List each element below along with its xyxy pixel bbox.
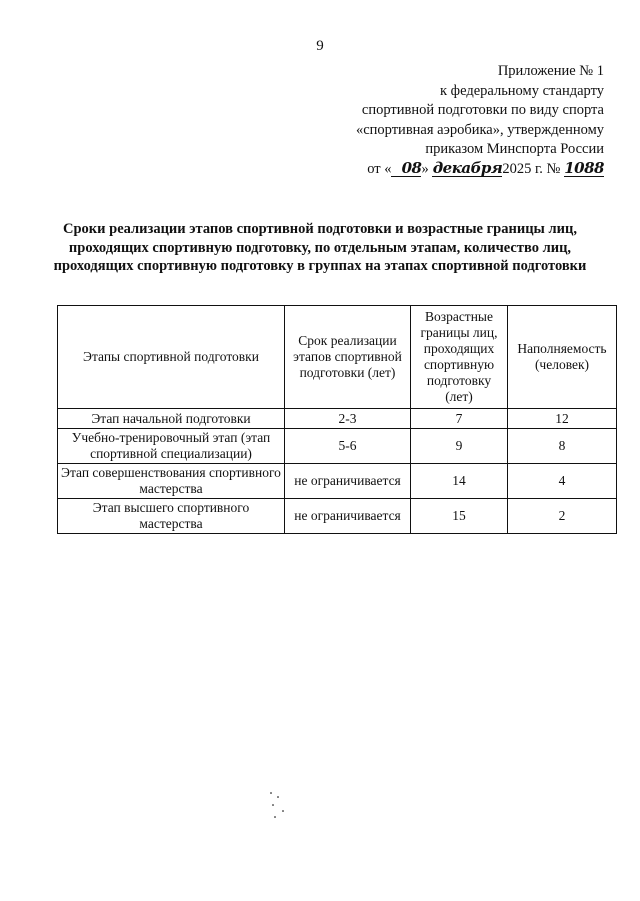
group-size-cell: 4 <box>508 464 617 499</box>
appendix-line-5: приказом Минспорта России <box>425 141 604 157</box>
duration-cell: не ограничивается <box>285 499 411 534</box>
handwritten-month: декабря <box>432 158 503 177</box>
header-stages: Этапы спортивной подготовки <box>58 306 285 409</box>
age-cell: 14 <box>411 464 508 499</box>
duration-cell: не ограничивается <box>285 464 411 499</box>
table-row <box>58 464 617 499</box>
appendix-line-4: «спортивная аэробика», утвержденному <box>355 121 604 138</box>
stage-name-cell: Этап начальной подготовки <box>58 409 285 429</box>
appendix-title: Приложение № 1 <box>497 63 604 79</box>
age-cell: 9 <box>411 429 508 464</box>
training-stages-table <box>57 305 617 534</box>
document-title: Сроки реализации этапов спортивной подготовки и возрастные границы лиц, проходящих спортивную подготовку, по отдельным этапам, количество лиц, проходящих спортивную подготовку в группах на этапах спортивной подготовки <box>53 221 587 274</box>
stage-name-cell: Учебно-тренировочный этап (этап спортивной специализации) <box>58 429 285 464</box>
header-age-limits: Возрастные границы лиц, проходящих спортивную подготовку (лет) <box>411 306 508 409</box>
appendix-header <box>304 62 604 179</box>
order-date-line <box>304 160 604 180</box>
table-row <box>58 429 617 464</box>
handwritten-order-number: 1088 <box>564 158 604 177</box>
header-group-size: Наполняемость (человек) <box>508 306 617 409</box>
group-size-cell: 12 <box>508 409 617 429</box>
page-number: 9 <box>316 38 324 54</box>
stage-name-cell: Этап высшего спортивного мастерства <box>58 499 285 534</box>
age-cell: 15 <box>411 499 508 534</box>
group-size-cell: 2 <box>508 499 617 534</box>
scan-specks <box>268 790 288 820</box>
table-row <box>58 409 617 429</box>
stage-name-cell: Этап совершенствования спортивного мастерства <box>58 464 285 499</box>
handwritten-day: 08 <box>391 160 421 177</box>
duration-cell: 5-6 <box>285 429 411 464</box>
date-mid: » <box>421 160 429 177</box>
date-prefix: от « <box>367 160 392 177</box>
header-duration: Срок реализации этапов спортивной подготовки (лет) <box>285 306 411 409</box>
appendix-line-2: к федеральному стандарту <box>440 82 604 99</box>
appendix-line-3: спортивной подготовки по виду спорта <box>361 102 604 118</box>
group-size-cell: 8 <box>508 429 617 464</box>
table-row <box>58 499 617 534</box>
age-cell: 7 <box>411 409 508 429</box>
duration-cell: 2-3 <box>285 409 411 429</box>
date-year: 2025 г. № <box>502 160 561 177</box>
